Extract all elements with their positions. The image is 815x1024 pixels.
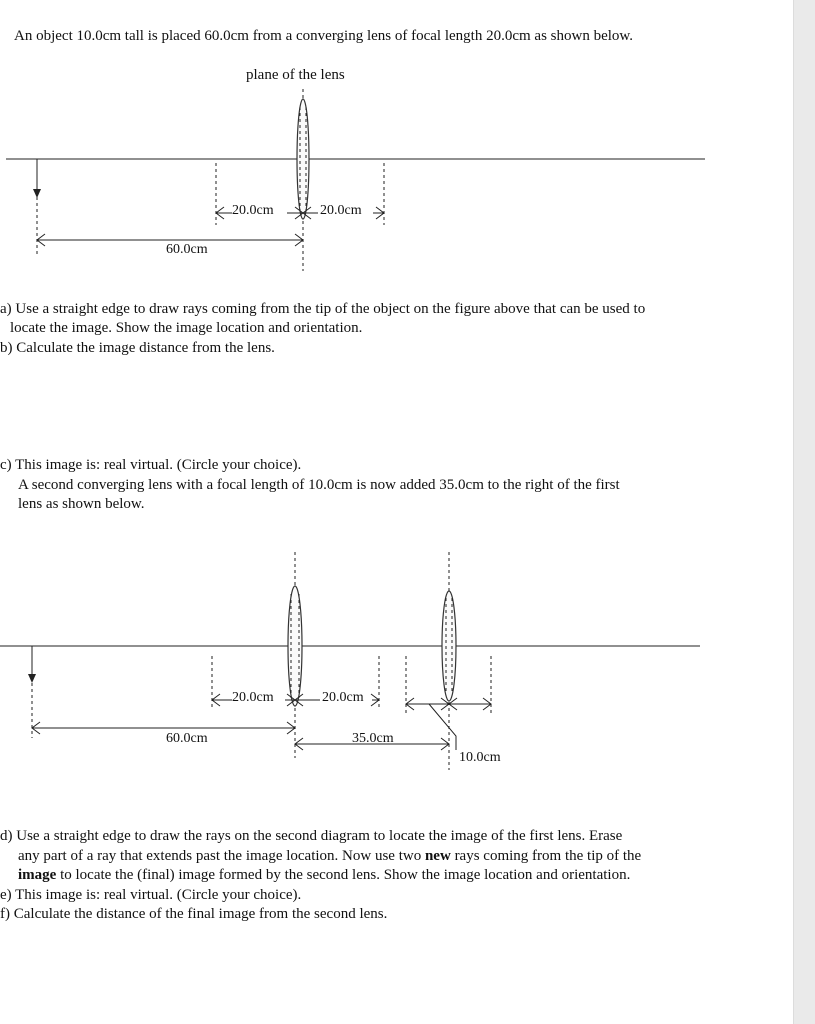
fig2-lens1 xyxy=(288,586,302,706)
question-c-line2: A second converging lens with a focal length of 10.0cm is now added 35.0cm to the right of the first xyxy=(18,477,620,493)
fig1-dim-object-label: 60.0cm xyxy=(166,242,208,257)
figure-1-diagram xyxy=(0,85,793,285)
question-a-line1: a) Use a straight edge to draw rays coming from the tip of the object on the figure above that can be used to xyxy=(0,301,646,317)
fig2-dim-focal2-label: 10.0cm xyxy=(459,750,501,765)
page-scroll-margin xyxy=(793,0,815,1024)
fig1-dim-left-label: 20.0cm xyxy=(232,203,274,218)
fig2-object-arrowhead xyxy=(28,674,36,683)
question-a-line2: locate the image. Show the image location and orientation. xyxy=(10,320,363,336)
question-d-bold-image: image xyxy=(18,867,57,883)
fig1-lens xyxy=(297,99,309,219)
plane-of-lens-label: plane of the lens xyxy=(246,67,345,83)
question-d-line2: any part of a ray that extends past the image location. Now use two new rays coming from the tip of the xyxy=(18,848,642,864)
intro-text: An object 10.0cm tall is placed 60.0cm from a converging lens of focal length 20.0cm as shown below. xyxy=(14,28,634,44)
fig2-dim-object-label: 60.0cm xyxy=(166,731,208,746)
fig2-dim-left-label: 20.0cm xyxy=(232,690,274,705)
question-d-bold-new: new xyxy=(424,848,451,864)
question-d-line3: image to locate the (final) image formed by the second lens. Show the image location and orientation. xyxy=(18,867,631,883)
question-f: f) Calculate the distance of the final image from the second lens. xyxy=(0,906,388,922)
fig1-object-arrowhead xyxy=(33,189,41,198)
fig2-dim-between-label: 35.0cm xyxy=(352,731,394,746)
question-b: b) Calculate the image distance from the lens. xyxy=(0,340,275,356)
fig2-dim-right-label: 20.0cm xyxy=(322,690,364,705)
question-c-line1: c) This image is: real virtual. (Circle your choice). xyxy=(0,457,302,473)
fig2-lens2 xyxy=(442,591,456,701)
fig1-dim-right-label: 20.0cm xyxy=(320,203,362,218)
figure-2-diagram xyxy=(0,548,793,778)
question-d-line1: d) Use a straight edge to draw the rays on the second diagram to locate the image of the first lens. Erase xyxy=(0,828,623,844)
question-c-line3: lens as shown below. xyxy=(18,496,145,512)
fig2-focal2-leader xyxy=(429,704,456,750)
question-e: e) This image is: real virtual. (Circle your choice). xyxy=(0,887,302,903)
